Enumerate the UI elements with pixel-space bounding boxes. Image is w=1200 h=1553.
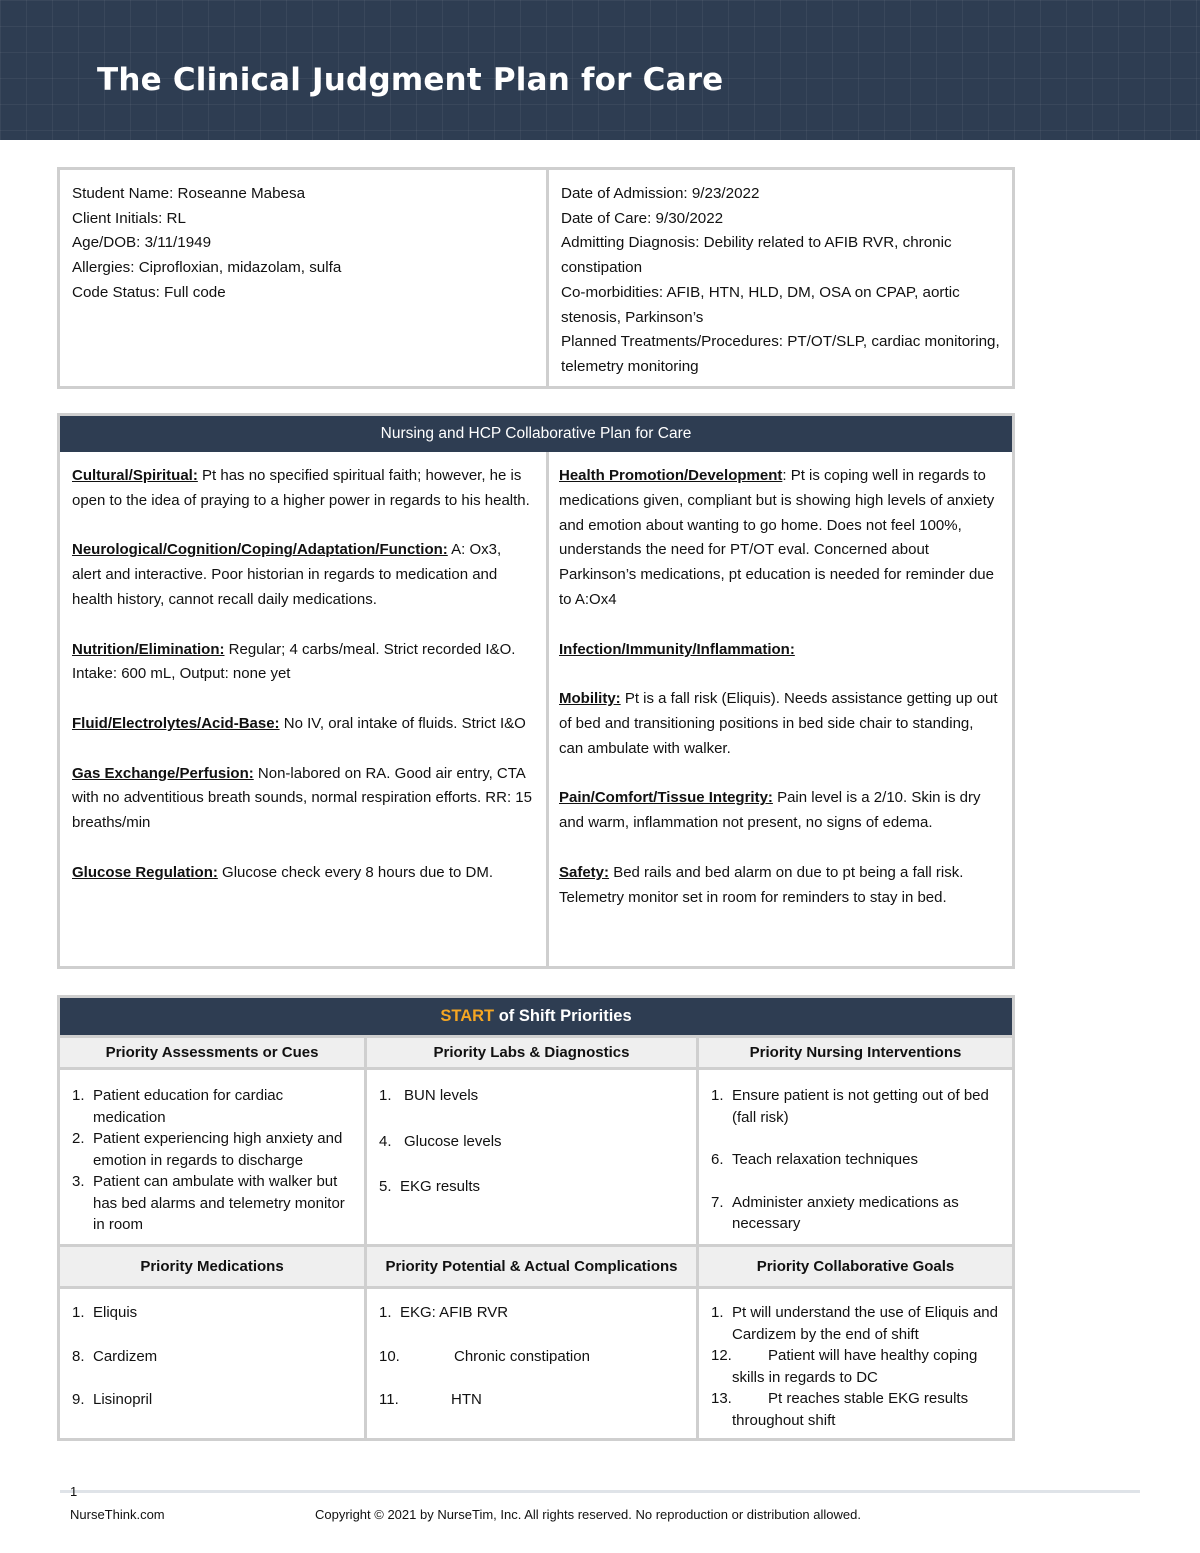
labs-list xyxy=(379,1085,686,1198)
cultural-spiritual-item: Cultural/Spiritual: Pt has no specified spiritual faith; however, he is open to the idea of praying to a higher power in regards to his health. xyxy=(72,467,530,509)
list-item: 10. Chronic constipation xyxy=(379,1347,590,1365)
nutrition-item: Nutrition/Elimination: Regular; 4 carbs/meal. Strict recorded I&O. Intake: 600 mL, Output: none yet xyxy=(72,640,516,683)
student-info-right xyxy=(549,170,1012,386)
glucose-regulation-item: Glucose Regulation: Glucose check every 8 hours due to DM. xyxy=(72,863,493,881)
admitting-diagnosis-line: Admitting Diagnosis: Debility related to AFIB RVR, chronic constipation xyxy=(561,234,952,277)
list-item: 4. Glucose levels xyxy=(379,1132,502,1150)
footer-divider xyxy=(60,1490,1140,1493)
list-item: 7. Administer anxiety medications as necessary xyxy=(711,1193,959,1232)
assessments-list xyxy=(72,1085,354,1236)
list-item: 2. Patient experiencing high anxiety and emotion in regards to discharge xyxy=(72,1130,343,1169)
planned-treatments-line: Planned Treatments/Procedures: PT/OT/SLP, cardiac monitoring, telemetry monitoring xyxy=(561,333,1000,375)
student-info-box xyxy=(57,167,1015,389)
header-banner xyxy=(0,0,1200,140)
list-item: 1. Eliquis xyxy=(72,1304,138,1321)
list-item: 11. HTN xyxy=(379,1391,482,1408)
allergies-line: Allergies: Ciprofloxian, midazolam, sulfa xyxy=(72,259,342,277)
infection-immunity-item: Infection/Immunity/Inflammation: xyxy=(559,640,795,658)
footer-copyright: Copyright © 2021 by NurseTim, Inc. All rights reserved. No reproduction or distribution allowed. xyxy=(315,1507,861,1522)
shift-priorities-title: START of Shift Priorities xyxy=(60,998,1012,1035)
list-item: 1. Pt will understand the use of Eliquis and Cardizem by the end of shift xyxy=(711,1304,998,1343)
page-number: 1 xyxy=(70,1484,78,1499)
list-item: 1. Patient education for cardiac medication xyxy=(72,1087,284,1126)
list-item: 9. Lisinopril xyxy=(72,1391,153,1408)
health-promotion-item: Health Promotion/Development: Pt is coping well in regards to medications given, compliant but is showing high levels of anxiety and emotion about wanting to go home. Does not feel 100%, understands the need for PT/OT eval. Concerned about Parkinson’s medications, pt education is needed for reminder due to A:Ox4 xyxy=(559,467,995,608)
medications-cell xyxy=(60,1289,367,1438)
student-name-line: Student Name: Roseanne Mabesa xyxy=(72,185,306,202)
care-date-line: Date of Care: 9/30/2022 xyxy=(561,209,724,227)
list-item: 8. Cardizem xyxy=(72,1347,158,1365)
footer-site-name: NurseThink.com xyxy=(70,1507,165,1522)
client-initials-line: Client Initials: RL xyxy=(72,209,186,227)
header-complications: Priority Potential & Actual Complications xyxy=(367,1244,699,1289)
list-item: 3. Patient can ambulate with walker but has bed alarms and telemetry monitor in room xyxy=(72,1173,345,1233)
student-info-left xyxy=(60,170,549,386)
list-item: 1. EKG: AFIB RVR xyxy=(379,1304,509,1321)
collaborative-plan-right xyxy=(549,452,1012,966)
header-goals: Priority Collaborative Goals xyxy=(699,1244,1012,1289)
comorbidities-line: Co-morbidities: AFIB, HTN, HLD, DM, OSA on CPAP, aortic stenosis, Parkinson’s xyxy=(561,283,960,326)
goals-cell xyxy=(699,1289,1012,1438)
pain-comfort-item: Pain/Comfort/Tissue Integrity: Pain level is a 2/10. Skin is dry and warm, inflammation not present, no signs of edema. xyxy=(559,789,981,832)
interventions-list xyxy=(711,1085,1002,1235)
list-item: 1. BUN levels xyxy=(379,1087,479,1104)
code-status-line: Code Status: Full code xyxy=(72,283,226,301)
page-title: The Clinical Judgment Plan for Care xyxy=(97,62,724,98)
collaborative-plan-left xyxy=(60,452,549,966)
header-assessments: Priority Assessments or Cues xyxy=(60,1035,367,1070)
medications-list xyxy=(72,1302,354,1411)
list-item: 5. EKG results xyxy=(379,1178,481,1195)
list-item: 12. Patient will have healthy coping skills in regards to DC xyxy=(711,1347,978,1386)
header-labs: Priority Labs & Diagnostics xyxy=(367,1035,699,1070)
safety-item: Safety: Bed rails and bed alarm on due to pt being a fall risk. Telemetry monitor set in room for reminders to stay in bed. xyxy=(559,863,964,906)
gas-exchange-item: Gas Exchange/Perfusion: Non-labored on RA. Good air entry, CTA with no adventitious breath sounds, normal respiration efforts. RR: 15 breaths/min xyxy=(72,764,532,832)
list-item: 13. Pt reaches stable EKG results throughout shift xyxy=(711,1390,969,1429)
shift-priorities-box xyxy=(57,995,1015,1441)
fluid-electrolytes-item: Fluid/Electrolytes/Acid-Base: No IV, oral intake of fluids. Strict I&O xyxy=(72,714,526,732)
header-interventions: Priority Nursing Interventions xyxy=(699,1035,1012,1070)
assessments-cell xyxy=(60,1070,367,1248)
interventions-cell xyxy=(699,1070,1012,1248)
collaborative-plan-title: Nursing and HCP Collaborative Plan for Care xyxy=(60,416,1012,452)
collaborative-plan-box xyxy=(57,413,1015,969)
neurological-item: Neurological/Cognition/Coping/Adaptation/Function: A: Ox3, alert and interactive. Poor historian in regards to medication and health history, cannot recall daily medications. xyxy=(72,541,502,608)
goals-list xyxy=(711,1302,1002,1431)
header-medications: Priority Medications xyxy=(60,1244,367,1289)
mobility-item: Mobility: Pt is a fall risk (Eliquis). Needs assistance getting up out of bed and transitioning positions in bed side chair to standing, can ambulate with walker. xyxy=(559,690,998,757)
complications-list xyxy=(379,1302,686,1411)
list-item: 6. Teach relaxation techniques xyxy=(711,1151,918,1168)
list-item: 1. Ensure patient is not getting out of bed (fall risk) xyxy=(711,1087,989,1126)
admission-date-line: Date of Admission: 9/23/2022 xyxy=(561,185,760,202)
labs-cell xyxy=(367,1070,699,1248)
age-dob-line: Age/DOB: 3/11/1949 xyxy=(72,234,212,252)
complications-cell xyxy=(367,1289,699,1438)
